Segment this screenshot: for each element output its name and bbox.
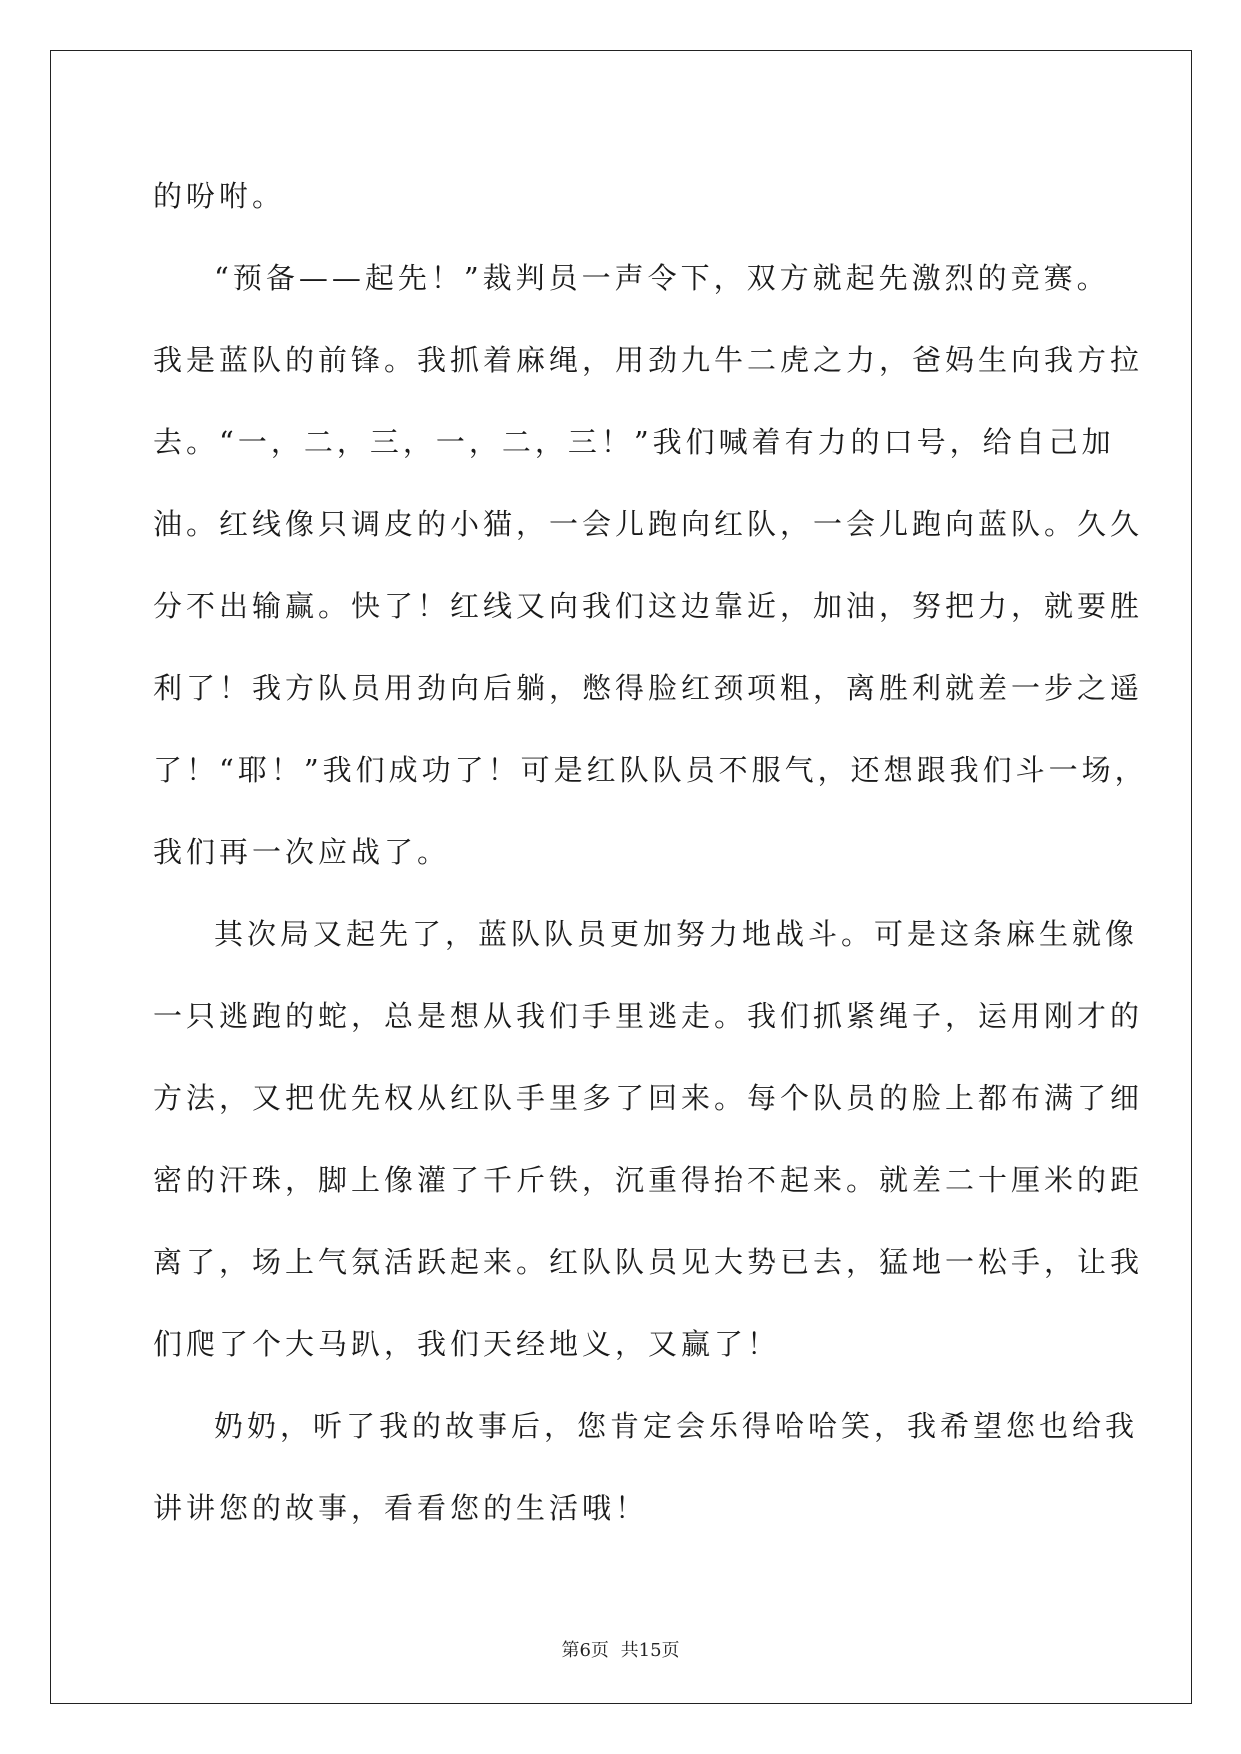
text-line: 离了，场上气氛活跃起来。红队队员见大势已去，猛地一松手，让我: [153, 1245, 1144, 1279]
document-body: [153, 155, 1148, 1549]
text-line: 的吩咐。: [153, 179, 286, 213]
text-line: 分不出输赢。快了！红线又向我们这边靠近，加油，努把力，就要胜: [153, 589, 1144, 623]
text-line: 利了！我方队员用劲向后躺，憋得脸红颈项粗，离胜利就差一步之遥: [153, 671, 1144, 705]
text-line: 密的汗珠，脚上像灌了千斤铁，沉重得抬不起来。就差二十厘米的距: [153, 1163, 1144, 1197]
text-line: 我们再一次应战了。: [153, 835, 451, 869]
text-line: 油。红线像只调皮的小猫，一会儿跑向红队，一会儿跑向蓝队。久久: [153, 507, 1144, 541]
text-line: 方法，又把优先权从红队手里多了回来。每个队员的脸上都布满了细: [153, 1081, 1144, 1115]
text-line: 我是蓝队的前锋。我抓着麻绳，用劲九牛二虎之力，爸妈生向我方拉: [153, 343, 1144, 377]
text-line: 一只逃跑的蛇，总是想从我们手里逃走。我们抓紧绳子，运用刚才的: [153, 999, 1144, 1033]
text-line: 其次局又起先了，蓝队队员更加努力地战斗。可是这条麻生就像: [214, 917, 1139, 951]
text-line: 去。“一，二，三，一，二，三！”我们喊着有力的口号，给自己加: [153, 425, 1115, 459]
text-line: 奶奶，听了我的故事后，您肯定会乐得哈哈笑，我希望您也给我: [214, 1409, 1139, 1443]
page-footer: [0, 1636, 1241, 1662]
text-line: 了！“耶！”我们成功了！可是红队队员不服气，还想跟我们斗一场，: [153, 753, 1148, 787]
current-page-label: 第6页: [561, 1640, 609, 1661]
text-line: 讲讲您的故事，看看您的生活哦！: [153, 1491, 649, 1525]
total-pages-label: 共15页: [620, 1640, 680, 1661]
text-line: 们爬了个大马趴，我们天经地义，又赢了！: [153, 1327, 781, 1361]
text-line: “预备——起先！”裁判员一声令下，双方就起先激烈的竞赛。: [214, 261, 1110, 295]
